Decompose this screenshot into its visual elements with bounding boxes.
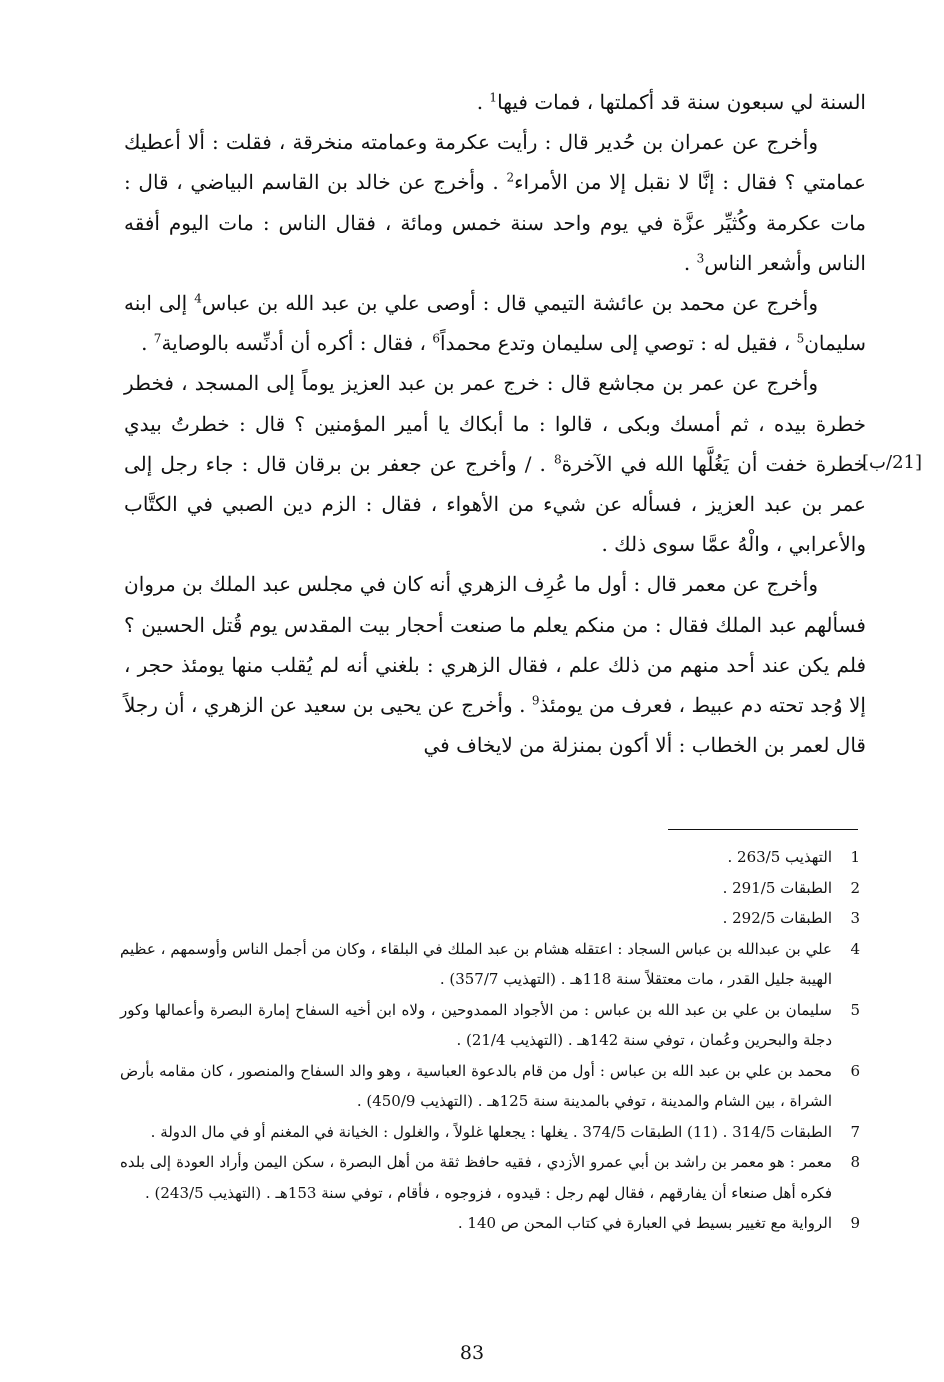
paragraph-4 [124,363,922,564]
text-segment: السنة لي سبعون سنة قد أكملتها ، فمات فيها [497,90,866,114]
text-segment: . وأخرج عن خالد بن القاسم البياضي ، قال : مات عكرمة وكُثيِّر عزَّة في يوم واحد سنة خمس ومائة ، فقال الناس : مات اليوم أفقه الناس وأشعر الناس [124,170,866,275]
text-segment: . / وأخرج عن جعفر بن برقان قال : جاء رجل إلى عمر بن عبد العزيز ، فسأله عن شيء من الأهواء ، فقال : الزم دين الصبي في الكتَّاب والأعرابي ، والْهُ عمَّا سوى ذلك . [124,451,866,557]
text-segment: إلى ابنه سليمان [124,291,866,356]
footnote-number: 1 [850,848,860,866]
footnote-text: محمد بن علي بن عبد الله بن عباس : أول من قام بالدعوة العباسية ، وهو والد السفاح والمنصور ، كان مقامه بأرض الشراة ، بين الشام والمدينة ، توفي بالمدينة سنة 125هـ . (التهذيب 450/9) . [120,1061,832,1110]
footnote [120,1056,860,1117]
footnote-number: 7 [850,1122,860,1141]
text-segment: ، فقيل له : توصي إلى سليمان وتدع محمداً [439,331,797,356]
footnote-number: 9 [850,1214,860,1232]
footnote-ref[interactable]: 7 [153,331,162,346]
footnote-text: علي بن عبدالله بن عباس السجاد : اعتقله هشام بن عبد الملك في البلقاء ، وكان من أجمل الناس وأوسمهم ، عظيم الهيبة جليل القدر ، مات معتقلاً سنة 118هـ . (التهذيب 357/7) . [120,939,832,988]
text-segment: ، فقال : أكره أن أدنِّسه بالوصاية [161,331,433,356]
footnote [120,842,860,873]
footnote-ref[interactable]: 5 [796,331,805,346]
footnote-text: الطبقات 292/5 . [722,909,832,927]
footnote-ref[interactable]: 8 [553,452,562,467]
text-segment: وأخرج عن عمر بن مجاشع قال : خرج عمر بن عبد العزيز يوماً إلى المسجد ، فخطر خطرة بيده ، ثم أمسك وبكى ، قالوا : ما أبكاك يا أمير المؤمنين ؟ قال : خطرتُ بيدي خطرة خفت أن يَغُلَّها الله في الآخرة [124,371,866,476]
footnote [120,903,860,934]
footnote-text: الرواية مع تغيير بسيط في العبارة في كتاب المحن ص 140 . [457,1214,832,1232]
footnote [120,873,860,904]
footnote-number: 3 [850,909,860,927]
footnote [120,934,860,995]
footnote-separator [668,829,858,830]
footnote-ref[interactable]: 4 [194,291,202,306]
footnote-ref[interactable]: 1 [489,90,498,105]
footnote-number: 2 [850,878,860,897]
paragraph-3 [124,283,866,363]
folio-marker: [21/ب] [862,452,922,474]
footnote-ref[interactable]: 9 [531,693,540,708]
footnote-ref[interactable]: 6 [432,331,440,346]
paragraph-2 [124,122,866,283]
main-text [124,82,922,765]
footnote-text: الطبقات 291/5 . [722,878,832,897]
footnote-text: معمر : هو معمر بن راشد بن أبي عمرو الأزدي ، فقيه حافظ ثقة من أهل البصرة ، سكن اليمن وأراد العودة إلى بلده فكره أهل صنعاء أن يفارقهم ، فقال لهم رجل : قيدوه ، فزوجوه ، فأقام ، توفي سنة 153هـ . (التهذيب 243/5) . [120,1153,832,1202]
footnotes [120,842,860,1239]
footnote-ref[interactable]: 2 [506,170,515,185]
footnote-number: 5 [850,1000,860,1019]
footnote [120,1147,860,1208]
text-segment: وأخرج عن محمد بن عائشة التيمي قال : أوصى علي بن عبد الله بن عباس [201,291,818,316]
footnote [120,1208,860,1239]
text-segment: وأخرج عن معمر قال : أول ما عُرِف الزهري أنه كان في مجلس عبد الملك بن مروان فسألهم عبد الملك فقال : من منكم يعلم ما صنعت أحجار بيت المقدس يوم قُتل الحسين ؟ فلم يكن عند أحد منهم من ذلك علم ، فقال الزهري : بلغني أنه لم يُقلب منها يومئذ حجر ، إلا وُجد تحته دم عبيط ، فعرف من يومئذ [124,572,866,718]
paragraph-1 [124,82,866,122]
text-segment: . وأخرج عن يحيى بن سعيد عن الزهري ، أن رجلاً قال لعمر بن الخطاب : ألا أكون بمنزلة من لايخاف في [124,693,866,758]
page-number: 83 [459,1342,485,1364]
text-segment: . [476,90,490,114]
text-segment: وأخرج عن عمران بن حُدير قال : رأيت عكرمة وعمامته منخرقة ، فقلت : ألا أعطيك عمامتي ؟ فقال : إنَّا لا نقبل إلا من الأمراء [124,130,866,195]
footnote [120,1117,860,1148]
text-segment: . [141,331,154,356]
text-segment: . [683,250,697,275]
footnote [120,995,860,1056]
footnote-text: الطبقات 314/5 . (11) الطبقات 374/5 . يغلها : يجعلها غلولاً ، والغلول : الخيانة في المغنم أو في مال الدولة . [150,1122,832,1141]
footnote-number: 8 [850,1153,860,1171]
footnote-number: 4 [850,939,860,958]
paragraph-5 [124,564,866,765]
footnote-text: التهذيب 263/5 . [727,848,832,866]
footnote-text: سليمان بن علي بن عبد الله بن عباس : من الأجواد الممدوحين ، ولاه ابن أخيه السفاح إمارة البصرة وأعمالها وكور دجلة والبحرين وعُمان ، توفي سنة 142هـ . (التهذيب 21/4) . [120,1000,832,1049]
footnote-ref[interactable]: 3 [696,251,705,266]
footnote-number: 6 [850,1061,860,1080]
